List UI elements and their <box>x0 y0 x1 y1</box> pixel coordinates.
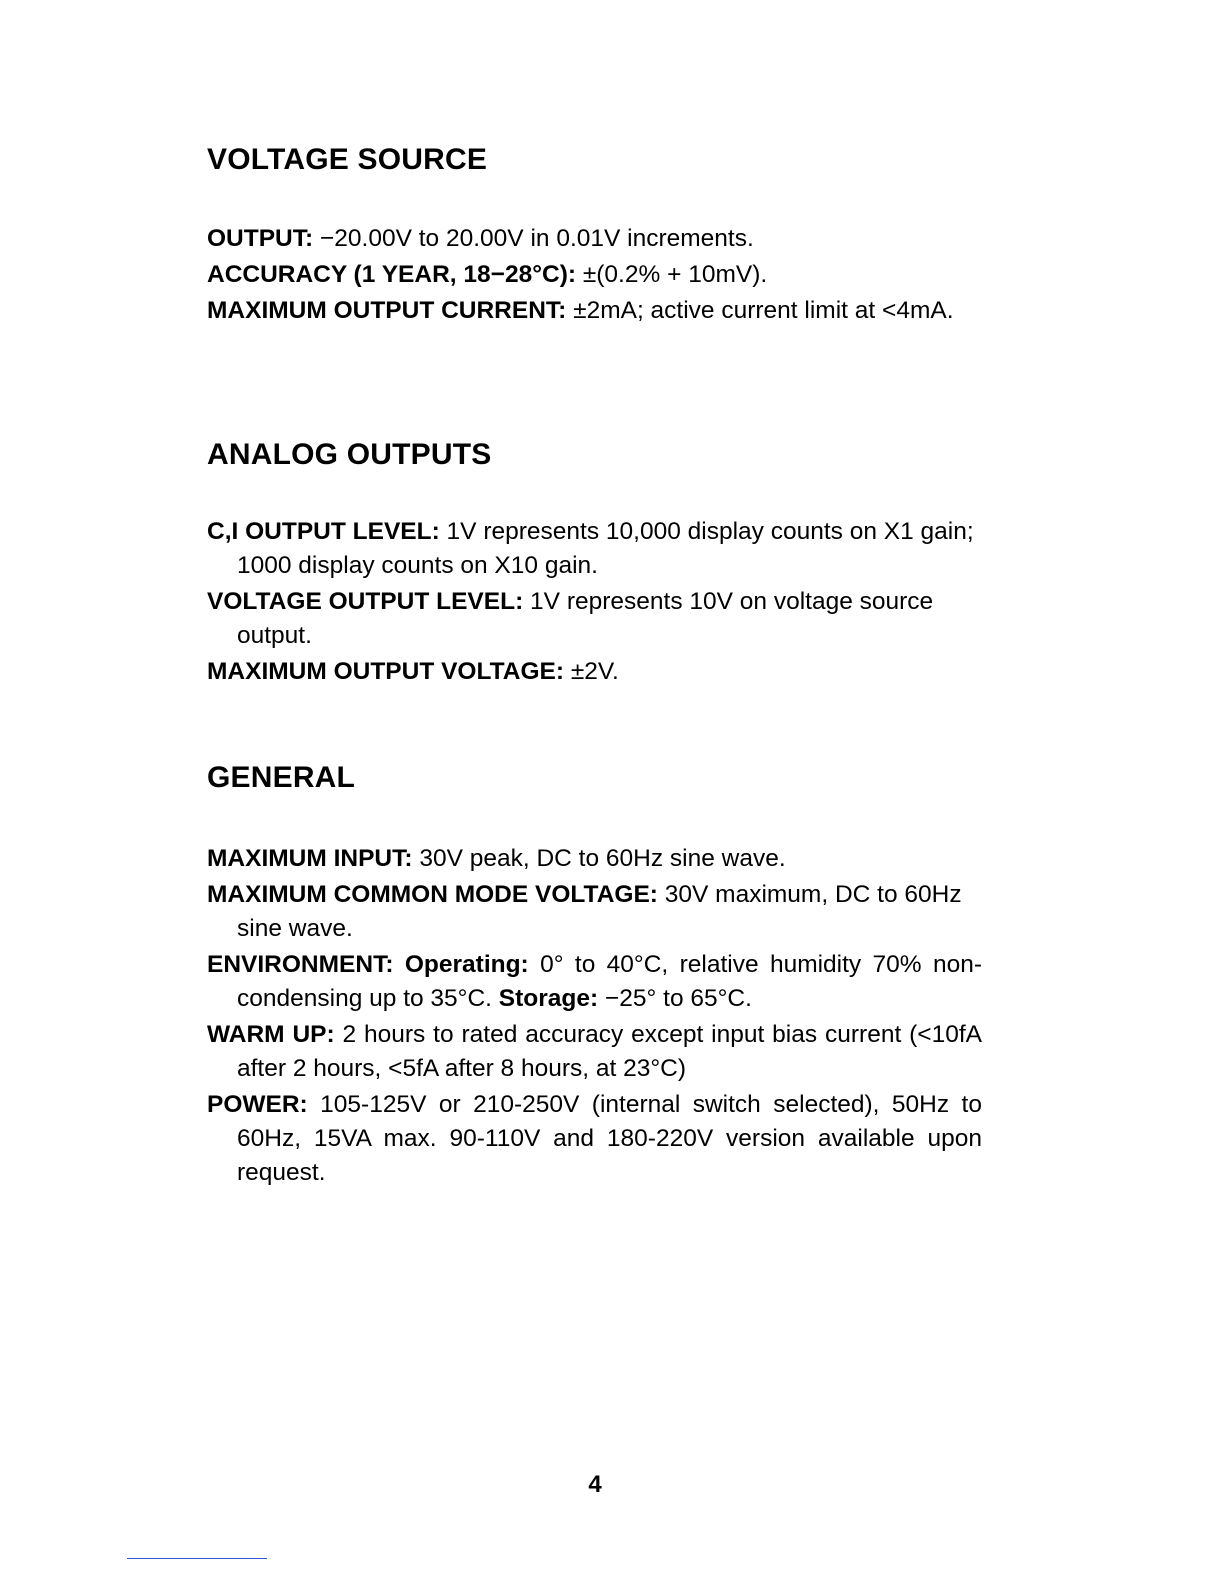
spec-label: OUTPUT: <box>207 225 314 252</box>
spec-power <box>207 1088 982 1190</box>
spec-label: WARM UP: <box>207 1021 335 1048</box>
spec-label: ACCURACY (1 YEAR, 18−28°C): <box>207 261 577 288</box>
spec-text: 30V peak, DC to 60Hz sine wave. <box>412 845 786 872</box>
spec-label: MAXIMUM COMMON MODE VOLTAGE: <box>207 881 658 908</box>
spec-maximum-common-mode-voltage <box>207 878 982 946</box>
section-heading-voltage-source: VOLTAGE SOURCE <box>207 143 488 176</box>
spec-text: −20.00V to 20.00V in 0.01V increments. <box>313 225 754 252</box>
spec-environment <box>207 948 982 1016</box>
spec-label: VOLTAGE OUTPUT LEVEL: <box>207 588 524 615</box>
section-heading-general: GENERAL <box>207 761 356 794</box>
section-analog-outputs <box>207 435 982 689</box>
spec-list <box>207 842 982 1190</box>
spec-list <box>207 515 982 689</box>
spec-label: MAXIMUM OUTPUT VOLTAGE: <box>207 658 565 685</box>
spec-text: ±2mA; active current limit at <4mA. <box>566 297 954 324</box>
spec-text: ±(0.2% + 10mV). <box>576 261 768 288</box>
spec-warm-up <box>207 1018 982 1086</box>
spec-ci-output-level <box>207 515 982 583</box>
spec-text: 0° to 40°C, relative humidity 70% non-condensing up to 35°C. <box>237 951 982 1012</box>
spec-list <box>207 222 982 328</box>
section-voltage-source <box>207 140 982 328</box>
footer-rule <box>127 1558 267 1559</box>
spec-text: 2 hours to rated accuracy except input bias current (<10fA after 2 hours, <5fA after 8 hours, at 23°C) <box>237 1021 982 1082</box>
spec-label: MAXIMUM INPUT: <box>207 845 413 872</box>
spec-text: −25° to 65°C. <box>598 985 752 1012</box>
spec-maximum-input <box>207 842 982 876</box>
spec-voltage-output-level <box>207 585 982 653</box>
spec-text: 1V represents 10,000 display counts on X1 gain; 1000 display counts on X10 gain. <box>237 518 974 579</box>
spec-label: POWER: <box>207 1091 308 1118</box>
spec-text: 105-125V or 210-250V (internal switch selected), 50Hz to 60Hz, 15VA max. 90-110V and 180-220V version available upon request. <box>237 1091 982 1186</box>
section-general <box>207 758 982 1190</box>
spec-sub-label-storage: Storage: <box>491 985 599 1012</box>
section-heading-analog-outputs: ANALOG OUTPUTS <box>207 438 492 471</box>
spec-maximum-output-voltage <box>207 655 982 689</box>
spec-accuracy <box>207 258 982 292</box>
spec-output <box>207 222 982 256</box>
spec-sub-label-operating: Operating: <box>393 951 529 978</box>
spec-label: MAXIMUM OUTPUT CURRENT: <box>207 297 567 324</box>
spec-text: 1V represents 10V on voltage source output. <box>237 588 934 649</box>
spec-text: ±2V. <box>564 658 619 685</box>
spec-maximum-output-current <box>207 294 982 328</box>
page-number: 4 <box>588 1471 602 1498</box>
spec-text: 30V maximum, DC to 60Hz sine wave. <box>237 881 962 942</box>
spec-label: ENVIRONMENT: <box>207 951 394 978</box>
spec-label: C,I OUTPUT LEVEL: <box>207 518 440 545</box>
